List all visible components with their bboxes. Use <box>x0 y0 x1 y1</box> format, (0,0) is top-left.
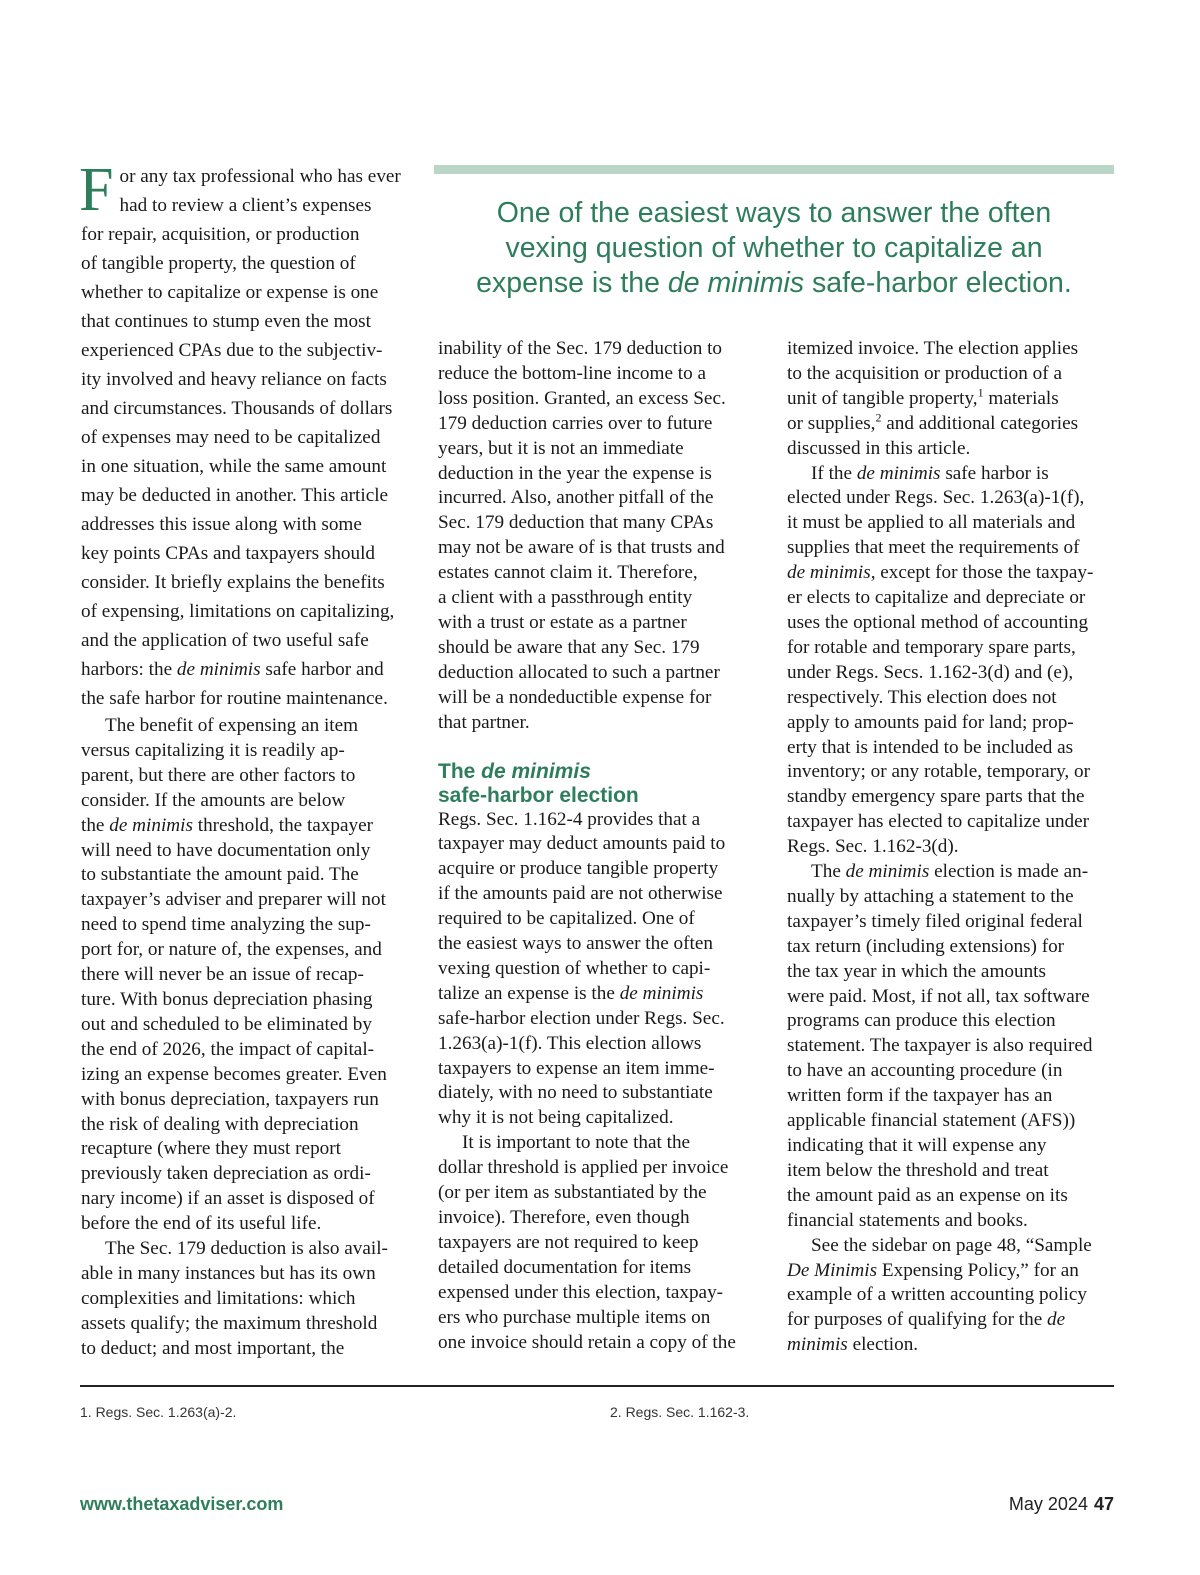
col2-paragraph-1: inability of the Sec. 179 deduction to reduce the bottom-line income to a loss position. Granted, an excess Sec. 179 deduction carries over to future years, but it is not an immediate deduction in the year the expense is incurred. Also, another pitfall of the Sec. 179 deduction that many CPAs may not be aware of is that trusts and estates cannot claim it. Therefore, a client with a passthrough entity with a trust or estate as a partner should be aware that any Sec. 179 deduction allocated to such a partner will be a nondeductible expense for that partner. <box>438 338 726 733</box>
col3-paragraph-2: If the de minimis safe harbor is elected under Regs. Sec. 1.263(a)-1(f), it must be applied to all materials and supplies that meet the requirements of de minimis, except for those the taxpay- er elects to capitalize and depreciate or uses the optional method of accounting for rotable and temporary spare parts, under Regs. Secs. 1.162-3(d) and (e), respectively. This election does not apply to amounts paid for land; prop- erty that is intended to be included as inventory; or any rotable, temporary, or standby emergency spare parts that the taxpayer has elected to capitalize under Regs. Sec. 1.162-3(d). <box>787 462 1094 858</box>
page-number: 47 <box>1093 1494 1114 1514</box>
footnote-1: 1. Regs. Sec. 1.263(a)-2. <box>80 1404 237 1420</box>
article-column-3 <box>787 337 1117 1358</box>
article-column-1 <box>79 156 411 1362</box>
col3-paragraph-1: itemized invoice. The election applies to the acquisition or production of a unit of tangible property,$^1$ materials or supplies,$^2$ and additional categories discussed in this article. <box>787 338 1079 459</box>
issue-date: May 2024 <box>1008 1494 1088 1514</box>
footnote-2: 2. Regs. Sec. 1.162-3. <box>610 1404 750 1420</box>
col3-paragraph-3: The de minimis election is made an- nually by attaching a statement to the taxpayer’s timely filed original federal tax return (including extensions) for the tax year in which the amounts were paid. Most, if not all, tax software programs can produce this election statement. The taxpayer is also required to have an accounting procedure (in written form if the taxpayer has an applicable financial statement (AFS)) indicating that it will expense any item below the threshold and treat the amount paid as an expense on its financial statements and books. <box>787 861 1093 1231</box>
intro-paragraph: F or any tax professional who has ever had to review a client’s expenses for repair, acquisition, or production of tangible property, the question of whether to capitalize or expense is one that continues to stump even the most experienced CPAs due to the subjectiv- ity involved and heavy reliance on facts and circumstances. Thousands of dollars of expenses may need to be capitalized in one situation, while the same amount may be deducted in another. This article addresses this issue along with some key points CPAs and taxpayers should consider. It briefly explains the benefits of expensing, limitations on capitalizing, and the application of two useful safe harbors: the de minimis safe harbor and the safe harbor for routine maintenance. <box>79 156 401 709</box>
footnote-divider <box>80 1385 1114 1387</box>
col2-paragraph-3: It is important to note that the dollar threshold is applied per invoice (or per item as substantiated by the invoice). Therefore, even though taxpayers are not required to keep detailed documentation for items expensed under this election, taxpay- ers who purchase multiple items on one invoice should retain a copy of the <box>438 1132 736 1353</box>
col1-paragraph-3: The Sec. 179 deduction is also avail- able in many instances but has its own complexities and limitations: which assets qualify; the maximum threshold to deduct; and most important, the <box>81 1238 388 1359</box>
drop-cap: F <box>79 156 114 224</box>
page-footer <box>1009 1494 1114 1515</box>
article-column-2 <box>438 337 763 1355</box>
col2-paragraph-2: Regs. Sec. 1.162-4 provides that a taxpayer may deduct amounts paid to acquire or produce tangible property if the amounts paid are not otherwise required to be capitalized. One of the easiest ways to answer the often vexing question of whether to capi- talize an expense is the de minimis safe-harbor election under Regs. Sec. 1.263(a)-1(f). This election allows taxpayers to expense an item imme- diately, with no need to substantiate why it is not being capitalized. <box>438 808 726 1129</box>
col1-paragraph-2: The benefit of expensing an item versus capitalizing it is readily ap- parent, but there are other factors to consider. If the amounts are below the de minimis threshold, the taxpayer will need to have documentation only to substantiate the amount paid. The taxpayer’s adviser and preparer will not need to spend time analyzing the sup- port for, or nature of, the expenses, and there will never be an issue of recap- ture. With bonus depreciation phasing out and scheduled to be eliminated by the end of 2026, the impact of capital- izing an expense becomes greater. Even with bonus depreciation, taxpayers run the risk of dealing with depreciation recapture (where they must report previously taken depreciation as ordi- nary income) if an asset is disposed of before the end of its useful life. <box>81 715 387 1235</box>
section-subhead: The de minimis safe-harbor election <box>438 759 639 807</box>
pullquote-rule <box>434 165 1114 174</box>
site-url-link[interactable]: www.thetaxadviser.com <box>80 1494 284 1514</box>
pullquote: One of the easiest ways to answer the often vexing question of whether to capitalize an expense is the de minimis safe-harbor election. <box>476 197 1072 299</box>
col3-paragraph-4: See the sidebar on page 48, “Sample De Minimis Expensing Policy,” for an example of a written accounting policy for purposes of qualifying for the de minimis election. <box>787 1234 1092 1356</box>
footnote-ref-2[interactable]: 2 <box>875 410 882 425</box>
footnote-ref-1[interactable]: 1 <box>977 385 984 400</box>
